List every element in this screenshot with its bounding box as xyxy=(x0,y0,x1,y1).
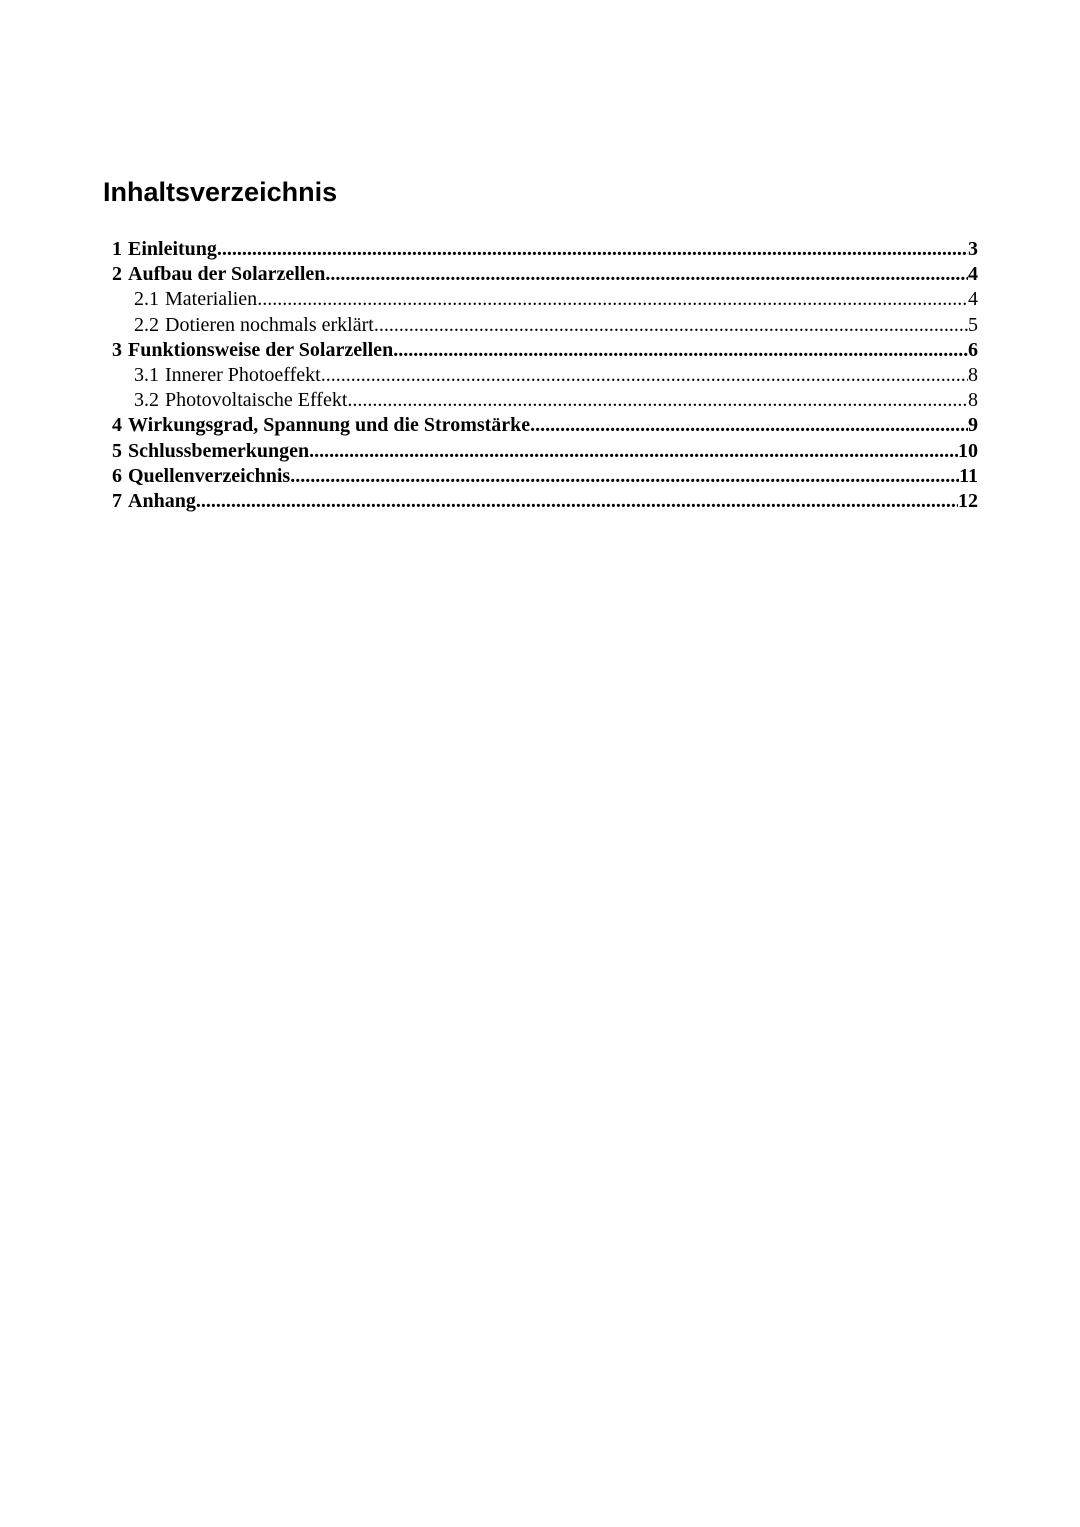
toc-entry-number: 7 xyxy=(112,489,122,512)
toc-entry-number: 3.2 xyxy=(134,389,159,412)
toc-entry-page: 6 xyxy=(968,338,978,361)
toc-dot-leader xyxy=(196,489,958,514)
toc-heading: Inhaltsverzeichnis xyxy=(103,177,338,207)
toc-entry-number: 2.1 xyxy=(134,288,159,311)
toc-entry-2[interactable] xyxy=(112,262,978,287)
toc-entry-page: 12 xyxy=(958,489,978,512)
toc-entry-page: 4 xyxy=(968,288,978,311)
toc-entry-title: Photovoltaische Effekt xyxy=(165,389,348,412)
toc-dot-leader xyxy=(325,262,968,287)
toc-entry-page: 5 xyxy=(968,313,978,336)
toc-entry-title: Anhang xyxy=(128,489,196,512)
toc-entry-1[interactable] xyxy=(112,237,978,262)
toc-entry-page: 8 xyxy=(968,363,978,386)
toc-dot-leader xyxy=(347,388,968,413)
toc-entry-page: 9 xyxy=(968,414,978,437)
toc-entry-title: Quellenverzeichnis xyxy=(128,464,291,487)
toc-entry-number: 6 xyxy=(112,464,122,487)
toc-entry-2-1[interactable] xyxy=(112,287,978,312)
toc-entry-number: 3 xyxy=(112,338,122,361)
toc-entry-7[interactable] xyxy=(112,489,978,514)
toc-dot-leader xyxy=(217,237,968,262)
toc-entry-page: 10 xyxy=(958,439,978,462)
toc-entry-title: Schlussbemerkungen xyxy=(128,439,310,462)
toc-entry-title: Materialien xyxy=(165,288,258,311)
toc-dot-leader xyxy=(309,439,958,464)
toc-dot-leader xyxy=(374,313,968,338)
toc-entry-title: Innerer Photoeffekt xyxy=(165,363,321,386)
toc-entry-number: 3.1 xyxy=(134,363,159,386)
toc-entry-title: Einleitung xyxy=(128,238,217,260)
toc-entry-number: 4 xyxy=(112,414,122,437)
toc-entry-number: 1 xyxy=(112,238,122,260)
toc-entry-4[interactable] xyxy=(112,413,978,438)
toc-entry-2-2[interactable] xyxy=(112,313,978,338)
table-of-contents xyxy=(112,237,978,514)
toc-entry-3-2[interactable] xyxy=(112,388,978,413)
toc-entry-title: Aufbau der Solarzellen xyxy=(128,263,326,286)
toc-entry-title: Dotieren nochmals erklärt xyxy=(165,313,374,336)
toc-dot-leader xyxy=(257,287,968,312)
toc-entry-3[interactable] xyxy=(112,338,978,363)
toc-entry-number: 2 xyxy=(112,263,122,286)
toc-entry-page: 11 xyxy=(959,464,978,487)
toc-entry-number: 5 xyxy=(112,439,122,462)
toc-entry-5[interactable] xyxy=(112,439,978,464)
toc-entry-3-1[interactable] xyxy=(112,363,978,388)
toc-entry-number: 2.2 xyxy=(134,313,159,336)
toc-dot-leader xyxy=(530,413,968,438)
toc-dot-leader xyxy=(290,464,959,489)
toc-entry-page: 4 xyxy=(968,263,978,286)
toc-entry-title: Funktionsweise der Solarzellen xyxy=(128,338,394,361)
toc-dot-leader xyxy=(393,338,968,363)
toc-entry-page: 3 xyxy=(968,238,978,260)
toc-dot-leader xyxy=(321,363,968,388)
toc-entry-6[interactable] xyxy=(112,464,978,489)
toc-entry-title: Wirkungsgrad, Spannung und die Stromstärke xyxy=(128,414,531,437)
toc-entry-page: 8 xyxy=(968,389,978,412)
